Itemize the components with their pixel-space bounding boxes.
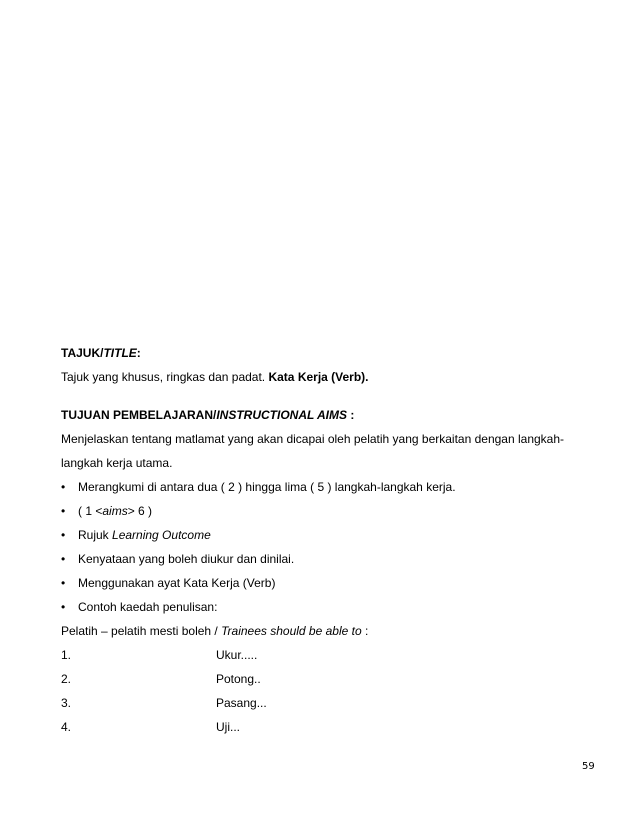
bullet-text: Rujuk bbox=[78, 528, 113, 542]
step-number: 1. bbox=[61, 648, 72, 662]
example-text-italic: Trainees should be able to bbox=[221, 624, 362, 638]
bullet-item bbox=[61, 595, 591, 619]
title-colon: : bbox=[136, 346, 141, 360]
bullet-text-italic: aims bbox=[102, 504, 128, 518]
aims-heading bbox=[61, 403, 591, 427]
aims-colon: : bbox=[347, 408, 355, 422]
bullet-text: Merangkumi di antara dua ( 2 ) hingga lima ( 5 ) langkah-langkah kerja. bbox=[78, 480, 456, 494]
bullet-text: Kenyataan yang boleh diukur dan dinilai. bbox=[78, 552, 295, 566]
example-text-post: : bbox=[361, 624, 369, 638]
step-row bbox=[61, 715, 591, 739]
bullet-icon: • bbox=[61, 576, 66, 590]
step-text: Uji... bbox=[216, 720, 240, 734]
title-label: TAJUK/ bbox=[61, 346, 104, 360]
step-number: 4. bbox=[61, 720, 72, 734]
step-text: Potong.. bbox=[216, 672, 261, 686]
title-label-en: TITLE bbox=[103, 346, 137, 360]
bullet-icon: • bbox=[61, 480, 66, 494]
title-heading bbox=[61, 341, 591, 365]
bullet-text: Contoh kaedah penulisan: bbox=[78, 600, 218, 614]
bullet-item bbox=[61, 475, 591, 499]
step-row bbox=[61, 691, 591, 715]
document-body bbox=[61, 341, 591, 739]
bullet-icon: • bbox=[61, 528, 66, 542]
title-desc-bold: Kata Kerja (Verb). bbox=[268, 370, 369, 384]
bullet-text: Menggunakan ayat Kata Kerja (Verb) bbox=[78, 576, 276, 590]
bullet-item bbox=[61, 499, 591, 523]
example-text: Pelatih – pelatih mesti boleh / bbox=[61, 624, 222, 638]
page-number: 59 bbox=[582, 761, 595, 772]
title-description bbox=[61, 365, 591, 389]
bullet-icon: • bbox=[61, 552, 66, 566]
aims-desc-line2: langkah kerja utama. bbox=[61, 456, 173, 470]
step-row bbox=[61, 667, 591, 691]
step-text: Pasang... bbox=[216, 696, 267, 710]
bullet-text: ( 1 < bbox=[78, 504, 103, 518]
step-text: Ukur..... bbox=[216, 648, 258, 662]
step-number: 2. bbox=[61, 672, 72, 686]
bullet-text-italic: Learning Outcome bbox=[112, 528, 211, 542]
bullet-item bbox=[61, 547, 591, 571]
example-intro bbox=[61, 619, 591, 643]
bullet-item bbox=[61, 571, 591, 595]
bullet-text-post: > 6 ) bbox=[127, 504, 153, 518]
aims-label-en: INSTRUCTIONAL AIMS bbox=[216, 408, 348, 422]
title-desc-text: Tajuk yang khusus, ringkas dan padat. bbox=[61, 370, 269, 384]
bullet-icon: • bbox=[61, 600, 66, 614]
bullet-icon: • bbox=[61, 504, 66, 518]
aims-label: TUJUAN PEMBELAJARAN/ bbox=[61, 408, 217, 422]
step-row bbox=[61, 643, 591, 667]
step-number: 3. bbox=[61, 696, 72, 710]
aims-desc-line1: Menjelaskan tentang matlamat yang akan dicapai oleh pelatih yang berkaitan dengan langkah- bbox=[61, 432, 565, 446]
bullet-item bbox=[61, 523, 591, 547]
